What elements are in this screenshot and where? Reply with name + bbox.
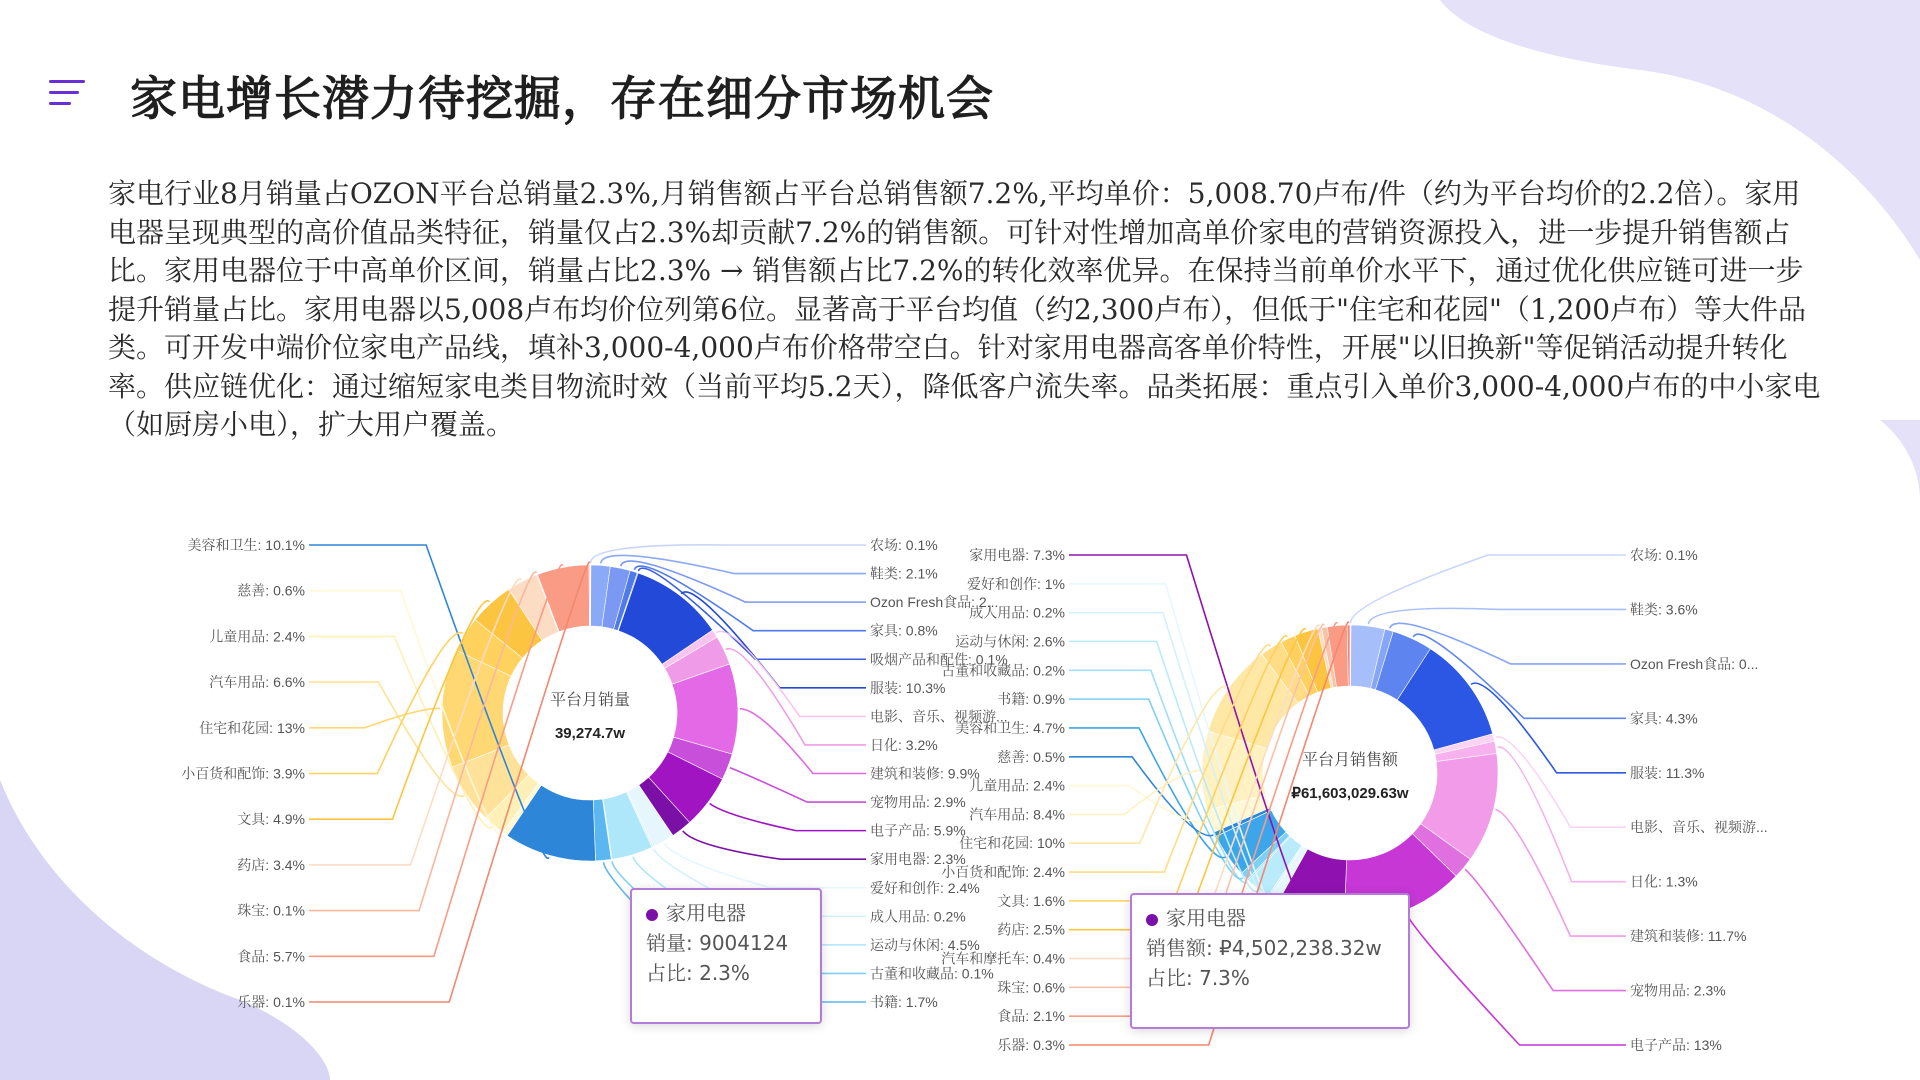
label-leader-line [1496,809,1626,936]
slice-label: 农场: 0.1% [870,537,938,553]
center-value: ₽61,603,029.63w [1291,785,1409,802]
center-value: 39,274.7w [554,725,626,742]
slice-label: 药店: 2.5% [997,921,1065,938]
slice-label: 药店: 3.4% [237,856,305,873]
slice-label: 住宅和花园: 10% [959,835,1065,852]
slice-label: 小百货和配饰: 3.9% [181,765,305,782]
series-dot-icon [646,909,658,921]
slice-label: Ozon Fresh食品: 2... [870,594,999,611]
label-leader-line [1069,771,1200,815]
slice-label: 运动与休闲: 4.5% [870,936,980,953]
slice-label: 书籍: 0.9% [997,691,1065,708]
tooltip-line-1: 销售额: ₽4,502,238.32w [1146,936,1382,960]
slice-label: 汽车和摩托车: 0.4% [941,950,1065,967]
slice-label: 乐器: 0.3% [997,1037,1065,1053]
slice-label: 文具: 1.6% [997,892,1065,909]
slice-label: 慈善: 0.6% [237,582,305,599]
label-leader-line [309,708,440,728]
slice-label: 乐器: 0.1% [237,994,305,1010]
label-leader-line [683,831,866,859]
slice-label: 吸烟产品和配件: 0.1% [870,651,1008,668]
slice-label: 电影、音乐、视频游... [870,708,1008,725]
slice-label: 慈善: 0.5% [997,748,1065,765]
slice-label: 儿童用品: 2.4% [209,628,305,645]
tooltip-sales-volume [630,888,822,1024]
center-title: 平台月销量 [549,692,631,709]
tooltip-sales-amount [1130,893,1410,1029]
slice-label: 汽车用品: 6.6% [209,674,305,691]
donut-chart-1 [181,537,1007,1010]
slice-label: 服装: 10.3% [870,679,946,696]
slice-label: 日化: 1.3% [1630,873,1698,890]
slice-label: 成人用品: 0.2% [969,604,1065,621]
slice-label: 食品: 2.1% [997,1008,1065,1025]
slice-label: 古董和收藏品: 0.1% [870,965,994,982]
label-leader-line [1069,728,1226,858]
slice-label: 儿童用品: 2.4% [969,777,1065,794]
slice-label: 宠物用品: 2.3% [1630,982,1726,999]
tooltip-name: 家用电器 [1166,906,1246,930]
label-leader-line [601,555,866,573]
series-dot-icon [1146,914,1158,926]
page-title: 家电增长潜力待挖掘，存在细分市场机会 [130,72,994,127]
label-leader-line [1406,912,1626,1045]
label-leader-line [1498,747,1626,882]
tooltip-name: 家用电器 [666,901,746,925]
slice-label: 成人用品: 0.2% [870,908,966,925]
slice-label: Ozon Fresh食品: 0... [1630,655,1759,672]
tooltip-line-2: 占比: 7.3% [1146,966,1250,990]
slice-label: 古董和收藏品: 0.2% [941,662,1065,679]
label-leader-line [710,804,866,831]
slice-label: 电子产品: 5.9% [870,822,966,839]
slice-label: 爱好和创作: 1% [966,575,1065,592]
slice-label: 住宅和花园: 13% [199,719,305,736]
label-leader-line [1350,555,1626,623]
label-leader-line [309,633,463,774]
label-leader-line [726,649,866,745]
slice-label: 珠宝: 0.6% [997,979,1065,996]
label-leader-line [309,682,465,796]
slice-label: 运动与休闲: 2.6% [955,633,1065,650]
slice-label: 书籍: 1.7% [870,994,938,1010]
slice-label: 建筑和装修: 9.9% [870,765,980,782]
slice-label: 家用电器: 7.3% [969,547,1065,563]
pie-slice[interactable] [589,565,590,626]
label-leader-line [1496,737,1626,827]
label-leader-line [1368,608,1626,624]
tooltip-line-2: 占比: 2.3% [646,961,750,985]
slice-label: 文具: 4.9% [237,811,305,828]
slice-label: 美容和卫生: 4.7% [955,719,1065,736]
slice-label: 鞋类: 2.1% [870,565,938,582]
slice-label: 家具: 4.3% [1630,710,1698,727]
label-leader-line [1465,869,1626,990]
slice-label: 小百货和配饰: 2.4% [941,864,1065,881]
slice-label: 美容和卫生: 10.1% [187,537,305,553]
label-leader-line [590,545,866,563]
slice-label: 电子产品: 13% [1630,1037,1722,1053]
slice-label: 珠宝: 0.1% [237,902,305,919]
slice-label: 鞋类: 3.6% [1630,601,1698,618]
slice-label: 爱好和创作: 2.4% [870,879,980,896]
slice-label: 建筑和装修: 11.7% [1630,928,1747,945]
slice-label: 农场: 0.1% [1630,547,1698,563]
slice-label: 电影、音乐、视频游... [1630,819,1768,836]
tooltip-line-1: 销量: 9004124 [646,931,789,955]
slice-label: 日化: 3.2% [870,736,938,753]
slice-label: 食品: 5.7% [237,948,305,965]
center-title: 平台月销售额 [1301,752,1399,769]
slice-label: 家具: 0.8% [870,622,938,639]
slice-label: 汽车用品: 8.4% [969,806,1065,823]
slice-label: 宠物用品: 2.9% [870,794,966,811]
slice-label: 家用电器: 2.3% [870,851,966,868]
summary-paragraph: 家电行业8月销量占OZON平台总销量2.3%,月销售额占平台总销售额7.2%,平均单价：5,008.70卢布/件（约为平台均价的2.2倍）。家用电器呈现典型的高价值品类特征，销量仅占2.3%却贡献7.2%的销售额。可针对性增加高单价家电的营销资源投入，进一步提升销售额占比。家用电器位于中高单价区间，销量占比2.3% → 销售额占比7.2%的转化效率优异。在保持当前单价水平下，通过优化供应链可进一步提升销量占比。家用电器以5,008卢布均价位列第6位。显著高于平台均值（约2,300卢布），但低于"住宅和花园"（1,200卢布）等大件品类。可开发中端价位家电产品线，填补3,000-4,000卢布价格带空白。针对家用电器高客单价特性，开展"以旧换新"等促销活动提升转化率。供应链优化：通过缩短家电类目物流时效（当前平均5.2天），降低客户流失率。品类拓展：重点引入单价3,000-4,000卢布的中小家电（如厨房小电），扩大用户覆盖。 [108,177,1821,441]
slice-label: 服装: 11.3% [1630,764,1705,781]
